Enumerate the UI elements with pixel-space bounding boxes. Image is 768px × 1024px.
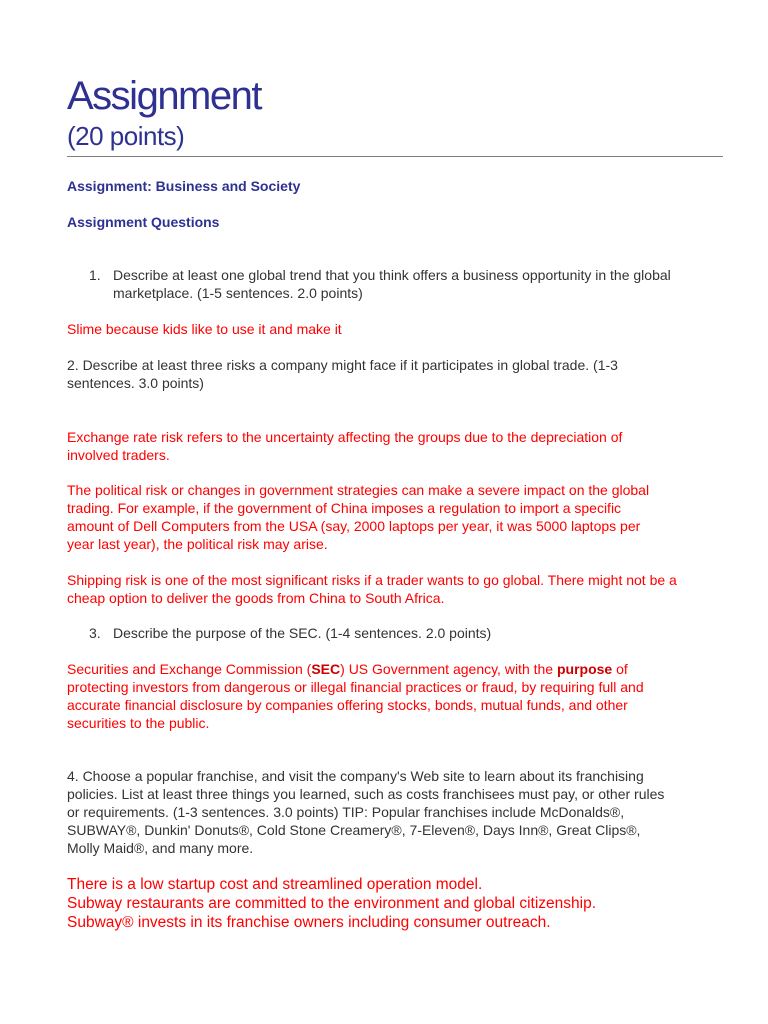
assignment-title: Assignment: Business and Society bbox=[67, 178, 301, 194]
answer-3-sec: SEC bbox=[311, 661, 341, 677]
points-subtitle: (20 points) bbox=[67, 121, 185, 151]
answer-4-line-3: Subway® invests in its franchise owners including consumer outreach. bbox=[67, 914, 551, 931]
answer-2-shipping-risk: Shipping risk is one of the most significant risks if a trader wants to go global. There might not be a cheap option to deliver the goods from China to South Africa. bbox=[67, 572, 677, 606]
answer-3-part-b: ) US Government agency, with the bbox=[340, 661, 557, 677]
answer-3-purpose: purpose bbox=[556, 661, 613, 677]
answer-3 bbox=[67, 660, 682, 732]
answer-2-exchange-risk: Exchange rate risk refers to the uncertainty affecting the groups due to the depreciation of involved traders. bbox=[67, 429, 623, 463]
answer-1: Slime because kids like to use it and make it bbox=[67, 321, 342, 337]
answer-3-part-c: of protecting investors from dangerous or illegal financial practices or fraud, by requiring full and accurate financial disclosure by companies offering stocks, bonds, mutual funds, and other securities to the public. bbox=[67, 661, 644, 731]
question-3-text: Describe the purpose of the SEC. (1-4 sentences. 2.0 points) bbox=[113, 625, 492, 641]
question-3-number: 3. bbox=[89, 625, 101, 641]
answer-4-line-1: There is a low startup cost and streamlined operation model. bbox=[67, 876, 483, 893]
question-1-number: 1. bbox=[89, 267, 101, 283]
answer-2-political-risk: The political risk or changes in government strategies can make a severe impact on the global trading. For example, if the government of China imposes a regulation to import a specific amount of Dell Computers from the USA (say, 2000 laptops per year, it was 5000 laptops per year last year), the political risk may arise. bbox=[67, 482, 650, 552]
questions-heading: Assignment Questions bbox=[67, 214, 220, 230]
answer-4-line-2: Subway restaurants are committed to the environment and global citizenship. bbox=[67, 895, 597, 912]
question-4-text: 4. Choose a popular franchise, and visit the company's Web site to learn about its franchising policies. List at least three things you learned, such as costs franchisees must pay, or other rules or requirements. (1-3 sentences. 3.0 points) TIP: Popular franchises include McDonalds®, SUBWAY®, Dunkin' Donuts®, Cold Stone Creamery®, 7-Eleven®, Days Inn®, Great Clips®, Molly Maid®, and many more. bbox=[67, 768, 665, 856]
question-1-text: Describe at least one global trend that you think offers a business opportunity in the global marketplace. (1-5 sentences. 2.0 points) bbox=[113, 267, 671, 301]
page-title: Assignment bbox=[67, 74, 261, 118]
answer-3-part-a: Securities and Exchange Commission ( bbox=[67, 661, 312, 677]
question-2-text: 2. Describe at least three risks a company might face if it participates in global trade. (1-3 sentences. 3.0 points) bbox=[67, 357, 618, 391]
title-divider bbox=[67, 156, 723, 157]
